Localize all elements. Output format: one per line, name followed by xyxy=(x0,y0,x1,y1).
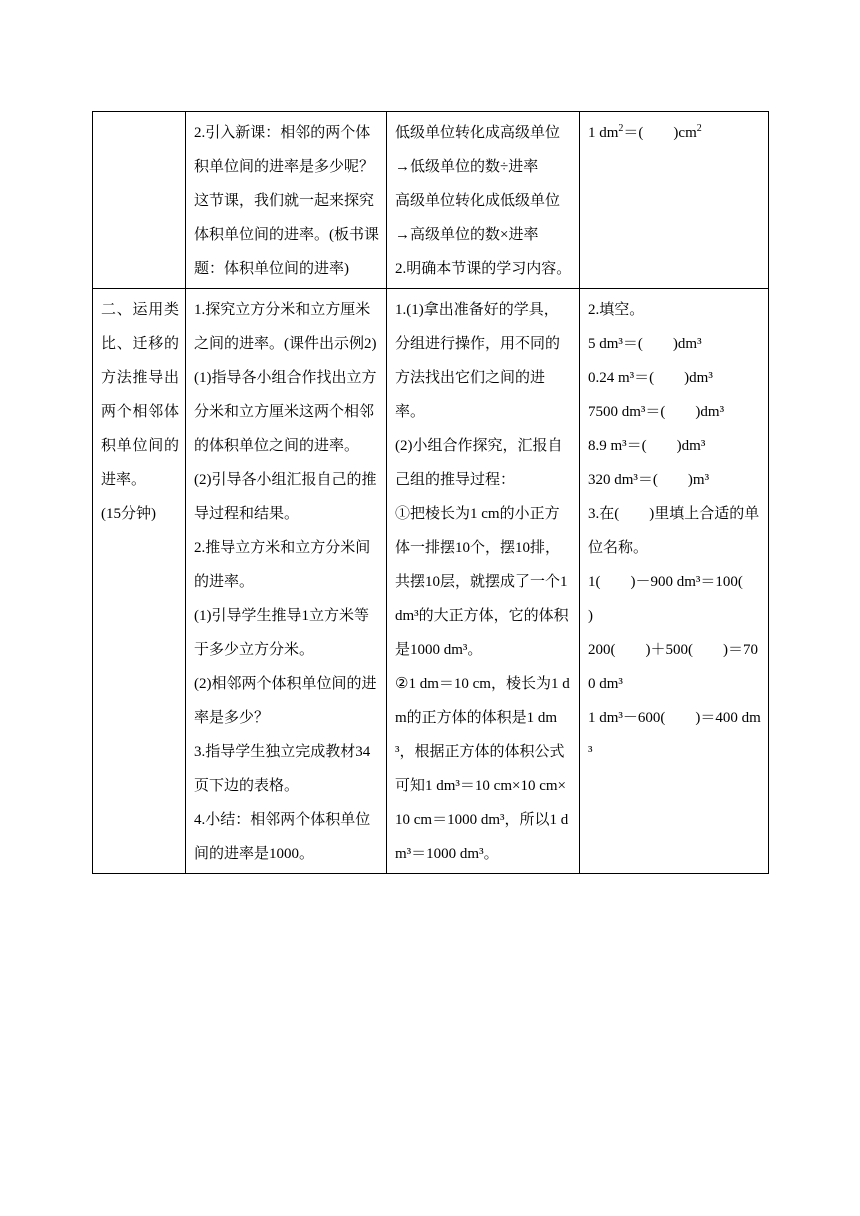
paragraph: (2)相邻两个体积单位间的进率是多少？ xyxy=(194,676,377,726)
stage-cell xyxy=(93,112,186,289)
superscript: 2 xyxy=(696,123,702,134)
exercise-cell xyxy=(580,289,773,874)
paragraph: (1)引导学生推导1立方米等于多少立方分米。 xyxy=(194,608,369,658)
paragraph: 1 dm³－600( )＝400 dm³ xyxy=(588,710,761,760)
paragraph: 二、运用类比、迁移的方法推导出两个相邻体积单位间的进率。 xyxy=(101,302,179,488)
paragraph: 1.探究立方分米和立方厘米之间的进率。(课件出示例2) xyxy=(194,302,377,352)
teacher-activity-cell xyxy=(186,112,387,289)
paragraph: 低级单位转化成高级单位→低级单位的数÷进率 xyxy=(395,125,561,175)
paragraph: (2)小组合作探究，汇报自己组的推导过程： xyxy=(395,438,563,488)
paragraph: 3.在( )里填上合适的单位名称。 xyxy=(588,506,760,556)
table-row xyxy=(93,289,769,874)
student-activity-cell xyxy=(387,289,580,874)
text-part: 1 dm xyxy=(588,125,619,141)
paragraph: 2.引入新课：相邻的两个体积单位间的进率是多少呢？这节课，我们就一起来探究体积单位间的进率。(板书课题：体积单位间的进率) xyxy=(194,125,379,277)
paragraph: 2.推导立方米和立方分米间的进率。 xyxy=(194,540,371,590)
paragraph: 2.填空。 xyxy=(588,302,645,318)
stage-cell xyxy=(93,289,186,874)
teacher-activity-cell xyxy=(186,289,387,874)
paragraph: 7500 dm³＝( )dm³ xyxy=(588,404,725,420)
paragraph: ①把棱长为1 cm的小正方体一排摆10个，摆10排，共摆10层，就摆成了一个1 dm³的大正方体，它的体积是1000 dm³。 xyxy=(395,506,569,658)
paragraph: 200( )＋500( )＝700 dm³ xyxy=(588,642,758,692)
paragraph: (2)引导各小组汇报自己的推导过程和结果。 xyxy=(194,472,377,522)
paragraph xyxy=(588,116,762,150)
paragraph: (15分钟) xyxy=(101,506,156,522)
paragraph: ②1 dm＝10 cm，棱长为1 dm的正方体的体积是1 dm³，根据正方体的体积公式可知1 dm³＝10 cm×10 cm×10 cm＝1000 dm³，所以1 dm³＝1000 dm³。 xyxy=(395,676,570,862)
paragraph: 4.小结：相邻两个体积单位间的进率是1000。 xyxy=(194,812,371,862)
paragraph: 320 dm³＝( )m³ xyxy=(588,472,710,488)
table-row xyxy=(93,112,769,289)
paragraph: 高级单位转化成低级单位→高级单位的数×进率 xyxy=(395,193,561,243)
paragraph: (1)指导各小组合作找出立方分米和立方厘米这两个相邻的体积单位之间的进率。 xyxy=(194,370,377,454)
paragraph: 8.9 m³＝( )dm³ xyxy=(588,438,706,454)
student-activity-cell xyxy=(387,112,580,289)
paragraph: 1.(1)拿出准备好的学具，分组进行操作，用不同的方法找出它们之间的进率。 xyxy=(395,302,561,420)
paragraph: 1( )－900 dm³＝100( ) xyxy=(588,574,773,624)
superscript: 2 xyxy=(618,123,624,134)
paragraph: 3.指导学生独立完成教材34页下边的表格。 xyxy=(194,744,371,794)
text-part: ＝( )cm xyxy=(623,125,697,141)
paragraph: 0.24 m³＝( )dm³ xyxy=(588,370,713,386)
lesson-plan-table xyxy=(92,111,773,874)
paragraph: 5 dm³＝( )dm³ xyxy=(588,336,702,352)
exercise-cell xyxy=(580,112,769,289)
paragraph: 2.明确本节课的学习内容。 xyxy=(395,261,572,277)
